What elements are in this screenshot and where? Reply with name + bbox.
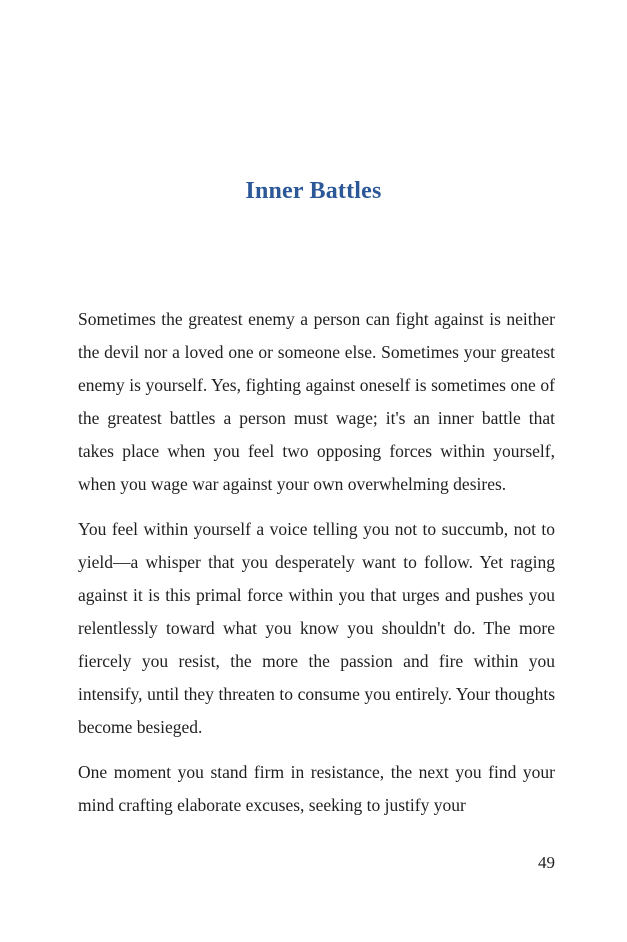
page-number: 49 <box>538 853 555 872</box>
paragraph-3: One moment you stand firm in resistance, the next you find your mind crafting elaborate excuses, seeking to justify your <box>78 762 555 815</box>
paragraph-2: You feel within yourself a voice telling you not to succumb, not to yield—a whisper that you desperately want to follow. Yet raging against it is this primal force within you that urges and pushes you relentlessly toward what you know you shouldn't do. The more fiercely you resist, the more the passion and fire within you intensify, until they threaten to consume you entirely. Your thoughts become besieged. <box>78 519 555 737</box>
paragraph-1: Sometimes the greatest enemy a person can fight against is neither the devil nor a loved one or someone else. Sometimes your greatest enemy is yourself. Yes, fighting against oneself is sometimes one of the greatest battles a person must wage; it's an inner battle that takes place when you feel two opposing forces within yourself, when you wage war against your own overwhelming desires. <box>78 309 555 494</box>
chapter-title: Inner Battles <box>245 178 382 204</box>
body-text <box>78 303 555 834</box>
